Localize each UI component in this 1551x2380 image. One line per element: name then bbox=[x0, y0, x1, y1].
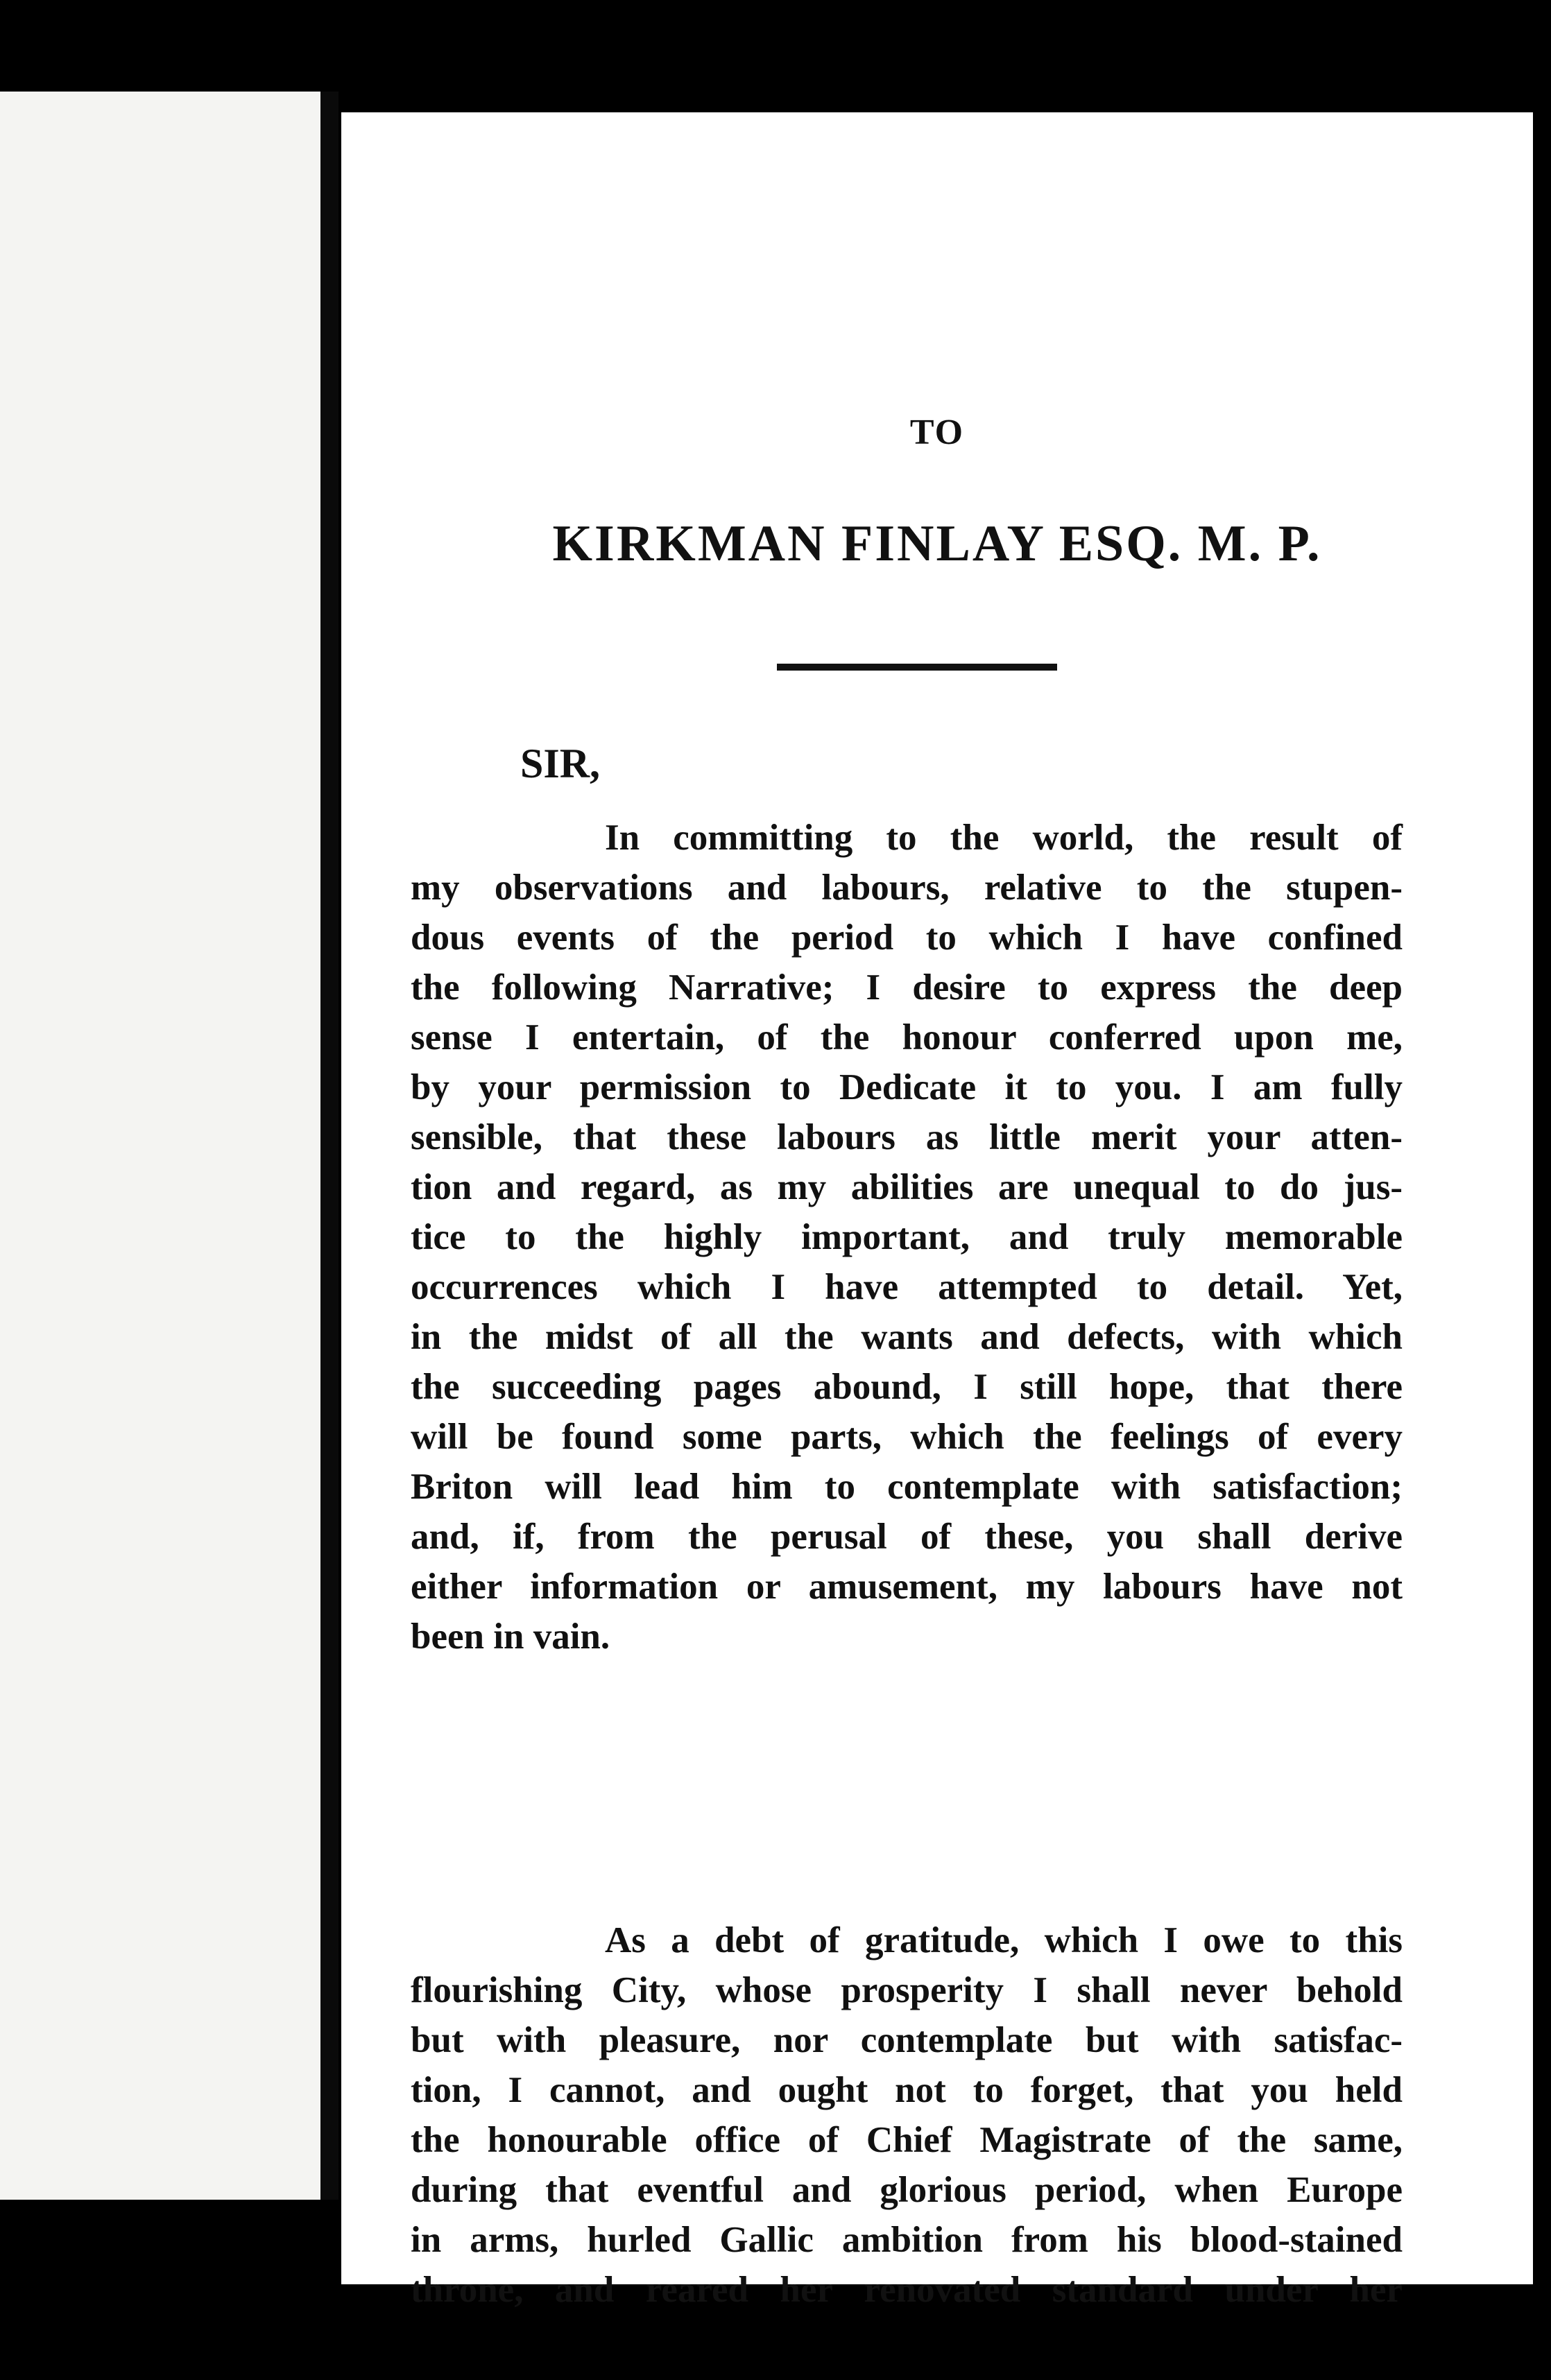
text-line: flourishing City, whose prosperity I shall never behold bbox=[411, 1970, 1403, 2010]
text-line: during that eventful and glorious period, when Europe bbox=[411, 2170, 1403, 2210]
paragraph-2 bbox=[411, 1915, 1403, 2315]
text-line: the honourable office of Chief Magistrate of the same, bbox=[411, 2120, 1403, 2160]
dedicatee-name: KIRKMAN FINLAY ESQ. M. P. bbox=[552, 515, 1322, 572]
heading-to: TO bbox=[909, 413, 965, 452]
book-spine bbox=[320, 92, 339, 2200]
text-line: my observations and labours, relative to the stupen- bbox=[411, 868, 1403, 908]
text-line: sensible, that these labours as little merit your atten- bbox=[411, 1117, 1403, 1157]
text-line: and, if, from the perusal of these, you shall derive bbox=[411, 1517, 1403, 1557]
text-line: tion, I cannot, and ought not to forget, that you held bbox=[411, 2070, 1403, 2110]
salutation: SIR, bbox=[520, 741, 601, 786]
text-line: the following Narrative; I desire to express the deep bbox=[411, 967, 1403, 1008]
text-line: As a debt of gratitude, which I owe to this bbox=[605, 1920, 1403, 1960]
text-line: will be found some parts, which the feelings of every bbox=[411, 1417, 1403, 1457]
text-line: but with pleasure, nor contemplate but with satisfac- bbox=[411, 2020, 1403, 2060]
facing-page bbox=[0, 92, 320, 2200]
paragraph-1 bbox=[411, 813, 1403, 1662]
dedication-page bbox=[341, 112, 1533, 2310]
text-line: dous events of the period to which I have confined bbox=[411, 917, 1403, 958]
text-line: Briton will lead him to contemplate with satisfaction; bbox=[411, 1467, 1403, 1507]
text-line: in the midst of all the wants and defects, with which bbox=[411, 1317, 1403, 1357]
text-line: the succeeding pages abound, I still hope, that there bbox=[411, 1367, 1403, 1407]
text-line: sense I entertain, of the honour conferred upon me, bbox=[411, 1017, 1403, 1058]
text-line: been in vain. bbox=[411, 1616, 610, 1657]
text-line: either information or amusement, my labours have not bbox=[411, 1567, 1403, 1607]
text-line: tice to the highly important, and truly memorable bbox=[411, 1217, 1403, 1257]
text-line: throne, and reared her renovated standard under her bbox=[411, 2270, 1403, 2310]
text-line: by your permission to Dedicate it to you. I am fully bbox=[411, 1067, 1403, 1107]
text-line: In committing to the world, the result of bbox=[605, 818, 1403, 858]
text-line: in arms, hurled Gallic ambition from his blood-stained bbox=[411, 2220, 1403, 2260]
text-line: tion and regard, as my abilities are unequal to do jus- bbox=[411, 1167, 1403, 1207]
decorative-rule bbox=[777, 664, 1057, 671]
text-line: occurrences which I have attempted to detail. Yet, bbox=[411, 1267, 1403, 1307]
